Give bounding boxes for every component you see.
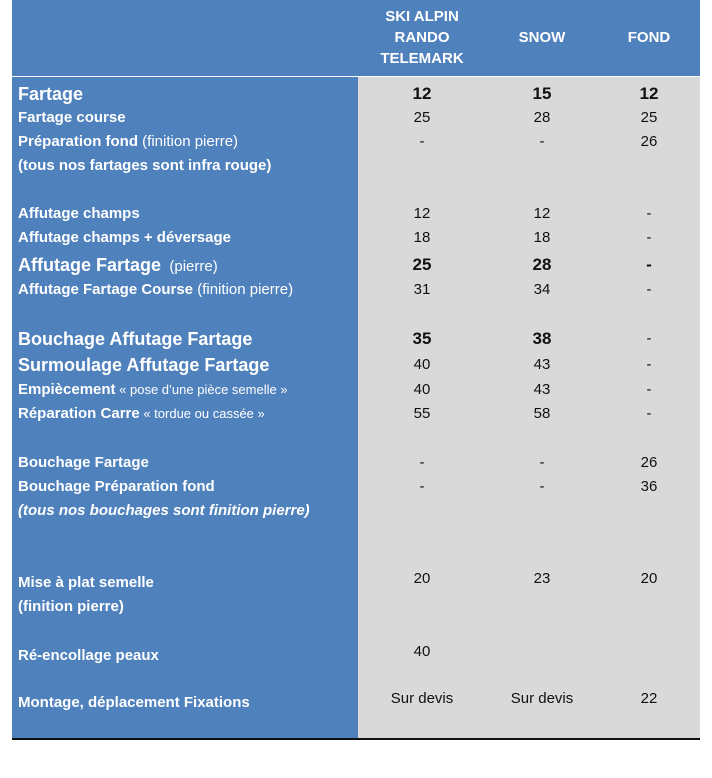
price-ski-alpin: - xyxy=(419,454,425,471)
header-divider xyxy=(12,76,700,77)
price-snow: 23 xyxy=(533,570,551,587)
table-row xyxy=(12,279,700,301)
column-header-line: RANDO xyxy=(394,29,450,46)
price-ski-alpin: 12 xyxy=(412,84,432,103)
price-fond: 20 xyxy=(640,570,658,587)
price-fond: - xyxy=(646,356,652,373)
price-ski-alpin: 25 xyxy=(413,109,431,126)
table-row xyxy=(12,572,700,594)
price-snow: 43 xyxy=(533,381,551,398)
row-label: Fartage course xyxy=(18,109,126,126)
table-row xyxy=(12,379,700,401)
price-ski-alpin: - xyxy=(419,478,425,495)
table-row xyxy=(12,254,700,276)
row-label: Surmoulage Affutage Fartage xyxy=(18,355,270,375)
row-label: Réparation Carre xyxy=(18,405,140,422)
row-label: Bouchage Affutage Fartage xyxy=(18,329,253,349)
price-fond: - xyxy=(646,281,652,298)
price-fond: - xyxy=(646,255,652,274)
table-row xyxy=(12,476,700,498)
row-label: Empiècement xyxy=(18,381,116,398)
price-snow: 18 xyxy=(533,229,551,246)
row-label: (tous nos fartages sont infra rouge) xyxy=(18,157,272,174)
row-label: Affutage Fartage xyxy=(18,255,162,275)
row-note: (finition pierre) xyxy=(138,133,239,150)
column-header-snow: SNOW xyxy=(518,29,566,46)
price-snow: - xyxy=(539,478,545,495)
column-header-line: SKI ALPIN xyxy=(385,8,459,25)
price-fond: 12 xyxy=(639,84,659,103)
row-note: (pierre) xyxy=(161,258,218,275)
price-fond: 25 xyxy=(640,109,658,126)
table-row xyxy=(12,131,700,153)
price-ski-alpin: 18 xyxy=(413,229,431,246)
table-row xyxy=(12,692,700,714)
price-ski-alpin: 31 xyxy=(413,281,431,298)
row-label: Affutage champs + déversage xyxy=(18,229,231,246)
price-ski-alpin: 40 xyxy=(413,381,431,398)
column-header-fond: FOND xyxy=(627,29,671,46)
row-label: Affutage champs xyxy=(18,205,140,222)
price-snow: 28 xyxy=(533,109,551,126)
price-ski-alpin: Sur devis xyxy=(390,690,454,707)
price-snow: - xyxy=(539,454,545,471)
table-row xyxy=(12,155,700,177)
price-snow: - xyxy=(539,133,545,150)
price-fond: - xyxy=(646,229,652,246)
row-note: « tordue ou cassée » xyxy=(139,406,265,421)
price-ski-alpin: - xyxy=(419,133,425,150)
column-header-line: TELEMARK xyxy=(380,50,464,67)
row-label: Ré-encollage peaux xyxy=(18,647,159,664)
table-row xyxy=(12,645,700,667)
price-snow: 12 xyxy=(533,205,551,222)
price-snow: 28 xyxy=(532,255,552,274)
table-row xyxy=(12,107,700,129)
price-snow: 58 xyxy=(533,405,551,422)
row-label: (tous nos bouchages sont finition pierre) xyxy=(18,502,310,519)
table-row xyxy=(12,354,700,376)
price-snow: 38 xyxy=(532,329,552,348)
row-note: « pose d’une pièce semelle » xyxy=(115,382,288,397)
table-bottom-border xyxy=(12,738,700,740)
price-ski-alpin: 55 xyxy=(413,405,431,422)
table-row xyxy=(12,83,700,105)
row-label: Montage, déplacement Fixations xyxy=(18,694,250,711)
price-fond: 26 xyxy=(640,454,658,471)
price-ski-alpin: 25 xyxy=(412,255,432,274)
price-fond: - xyxy=(646,405,652,422)
price-ski-alpin: 40 xyxy=(413,643,431,660)
price-ski-alpin: 35 xyxy=(412,329,432,348)
price-snow: 34 xyxy=(533,281,551,298)
price-ski-alpin: 20 xyxy=(413,570,431,587)
row-label: Bouchage Préparation fond xyxy=(18,478,215,495)
row-label: Affutage Fartage Course xyxy=(18,281,194,298)
price-fond: 26 xyxy=(640,133,658,150)
table-row xyxy=(12,596,700,618)
table-row xyxy=(12,203,700,225)
table-row xyxy=(12,227,700,249)
row-label: Préparation fond xyxy=(18,133,139,150)
table-row xyxy=(12,500,700,522)
table-row xyxy=(12,328,700,350)
price-fond: - xyxy=(646,381,652,398)
price-snow: 15 xyxy=(532,84,552,103)
column-header-ski-alpin xyxy=(358,6,486,69)
price-fond: - xyxy=(646,205,652,222)
row-note: (finition pierre) xyxy=(193,281,294,298)
price-fond: 22 xyxy=(640,690,658,707)
price-ski-alpin: 40 xyxy=(413,356,431,373)
price-snow: 43 xyxy=(533,356,551,373)
table-row xyxy=(12,452,700,474)
price-fond: 36 xyxy=(640,478,658,495)
price-ski-alpin: 12 xyxy=(413,205,431,222)
table-row xyxy=(12,403,700,425)
row-label: (finition pierre) xyxy=(18,598,124,615)
row-label: Bouchage Fartage xyxy=(18,454,149,471)
price-snow: Sur devis xyxy=(510,690,574,707)
row-label: Fartage xyxy=(18,84,84,104)
row-label: Mise à plat semelle xyxy=(18,574,154,591)
price-fond: - xyxy=(646,330,652,347)
